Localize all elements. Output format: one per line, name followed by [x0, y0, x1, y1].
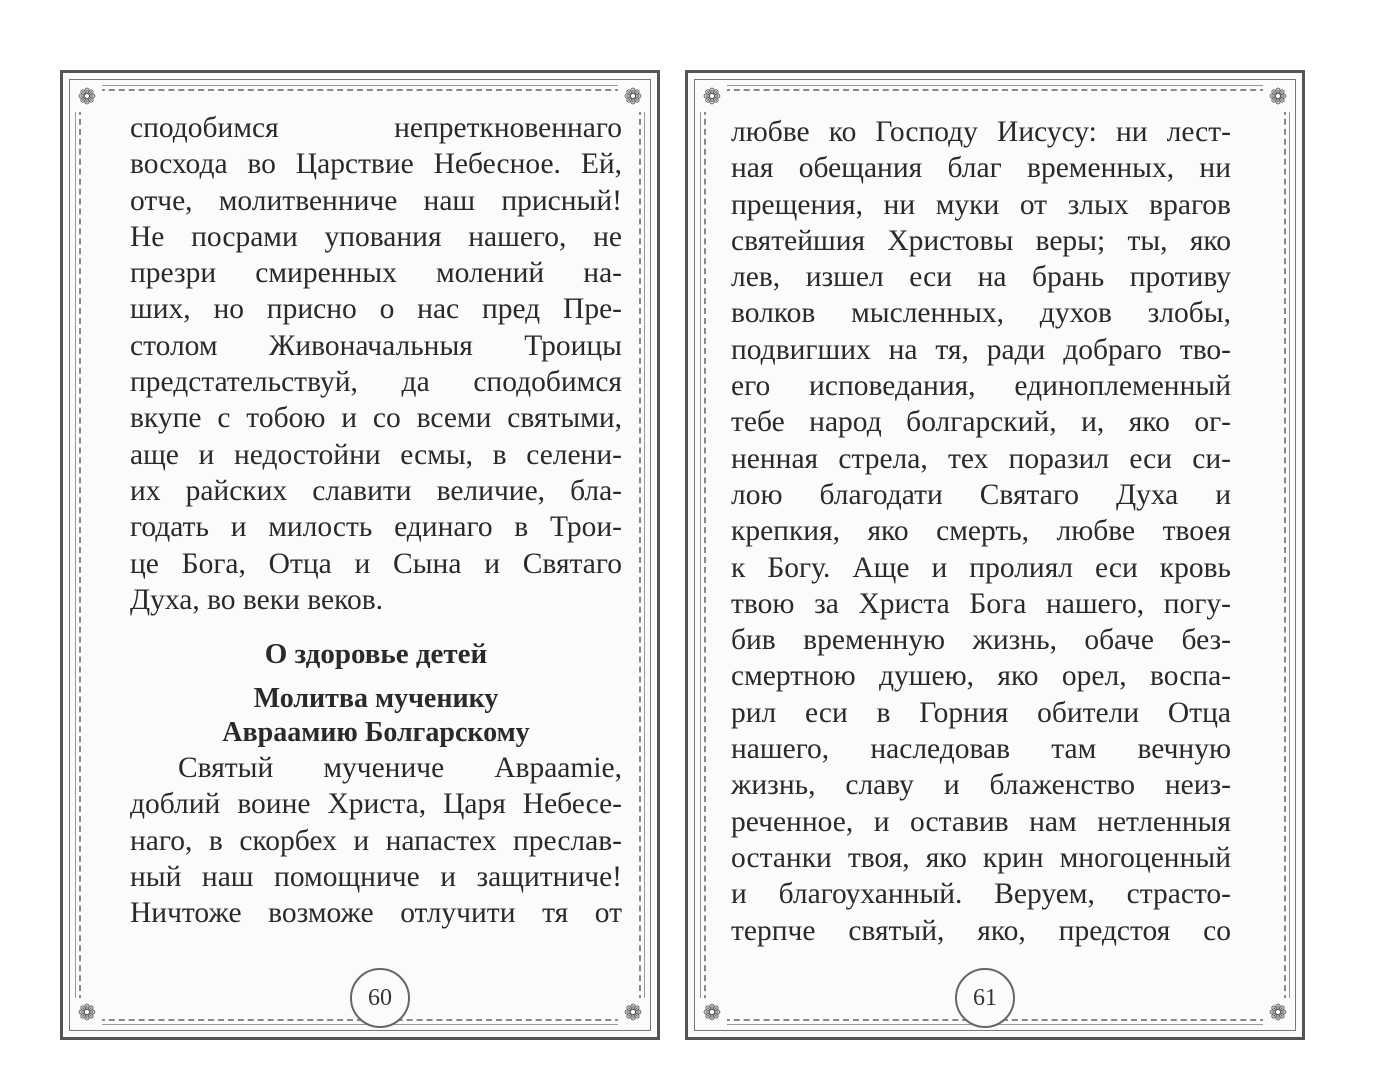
text-line: смертною душею, яко орел, воспа- [731, 660, 1231, 693]
text-line: аще и недостойни есмы, в селени- [130, 438, 622, 471]
text-line: Духа, во веки веков. [130, 583, 384, 616]
text-line: прещения, ни муки от злых врагов [731, 188, 1231, 221]
text-line: Не посрами упования нашего, не [130, 220, 622, 253]
text-line: их райских славити величие, бла- [130, 474, 622, 507]
text-line: предстательствуй, да сподобимся [130, 366, 622, 399]
text-line: рил еси в Горния обители Отца [731, 696, 1231, 729]
text-line: крепкия, яко смерть, любве твоея [731, 515, 1231, 548]
text-line: сподобимся непреткновеннаго [130, 112, 622, 144]
text-line: доблий воине Христа, Царя Небесе- [130, 788, 622, 821]
text-line: отче, молитвенниче наш присный! [130, 184, 622, 217]
left-page [60, 70, 660, 1040]
text-line: и благоуханный. Веруем, страсто- [731, 878, 1231, 911]
corner-ornament-icon: ❁ [72, 82, 102, 112]
text-line: ненная стрела, тех поразил еси си- [731, 442, 1231, 475]
text-line: тебе народ болгарский, и, яко ог- [731, 406, 1231, 439]
text-line: ный наш помощниче и защитниче! [130, 861, 622, 894]
text-line: восхода во Царствие Небесное. Ей, [130, 148, 622, 181]
corner-ornament-icon: ❁ [1263, 82, 1293, 112]
text-line: ная обещания благ временных, ни [731, 152, 1231, 185]
text-line: лою благодати Святаго Духа и [731, 478, 1231, 511]
page-number: 60 [350, 968, 410, 1028]
section-heading: О здоровье детей [264, 638, 488, 671]
text-line: его исповедания, единоплеменный [731, 370, 1231, 403]
text-line: волков мысленных, духов злобы, [731, 297, 1231, 330]
text-line: к Богу. Аще и пролиял еси кровь [731, 551, 1231, 584]
page-number: 61 [955, 968, 1015, 1028]
text-line: Ничтоже возможе отлучити тя от [130, 897, 622, 930]
text-line: це Бога, Отца и Сына и Святаго [130, 547, 622, 580]
corner-ornament-icon: ❁ [697, 998, 727, 1028]
text-line: годать и милость единаго в Трои- [130, 511, 622, 544]
text-line: нашего, наследовав там вечную [731, 733, 1231, 766]
text-line: подвигших на тя, ради добраго тво- [731, 333, 1231, 366]
text-line: презри смиренных молений на- [130, 257, 622, 290]
left-page-text [130, 110, 622, 932]
right-page [685, 70, 1305, 1040]
text-line: терпче святый, яко, предстоя со [731, 914, 1231, 947]
text-line: твою за Христа Бога нашего, погу- [731, 587, 1231, 620]
right-page-text [731, 114, 1231, 949]
corner-ornament-icon: ❁ [697, 82, 727, 112]
text-line: жизнь, славу и блаженство неиз- [731, 769, 1231, 802]
text-line: ших, но присно о нас пред Пре- [130, 293, 622, 326]
text-line: бив временную жизнь, обаче без- [731, 624, 1231, 657]
text-line: любве ко Господу Иисусу: ни лест- [731, 116, 1231, 148]
prayer-heading: Молитва мученику [253, 683, 499, 715]
corner-ornament-icon: ❁ [618, 82, 648, 112]
text-line: останки твоя, яко крин многоценный [731, 841, 1231, 874]
text-line: Святый мучениче Аврааmie, [178, 752, 622, 785]
text-line: реченное, и оставив нам нетленныя [731, 805, 1231, 838]
corner-ornament-icon: ❁ [1263, 998, 1293, 1028]
text-line: вкупе с тобою и со всеми святыми, [130, 402, 622, 435]
prayer-heading: Авраамию Болгарскому [222, 717, 530, 749]
corner-ornament-icon: ❁ [618, 998, 648, 1028]
corner-ornament-icon: ❁ [72, 998, 102, 1028]
text-line: наго, в скорбех и напастех преслав- [130, 824, 622, 857]
text-line: лев, изшел еси на брань противу [731, 261, 1231, 294]
text-line: столом Живоначальныя Троицы [130, 329, 622, 362]
text-line: святейшия Христовы веры; ты, яко [731, 224, 1231, 257]
